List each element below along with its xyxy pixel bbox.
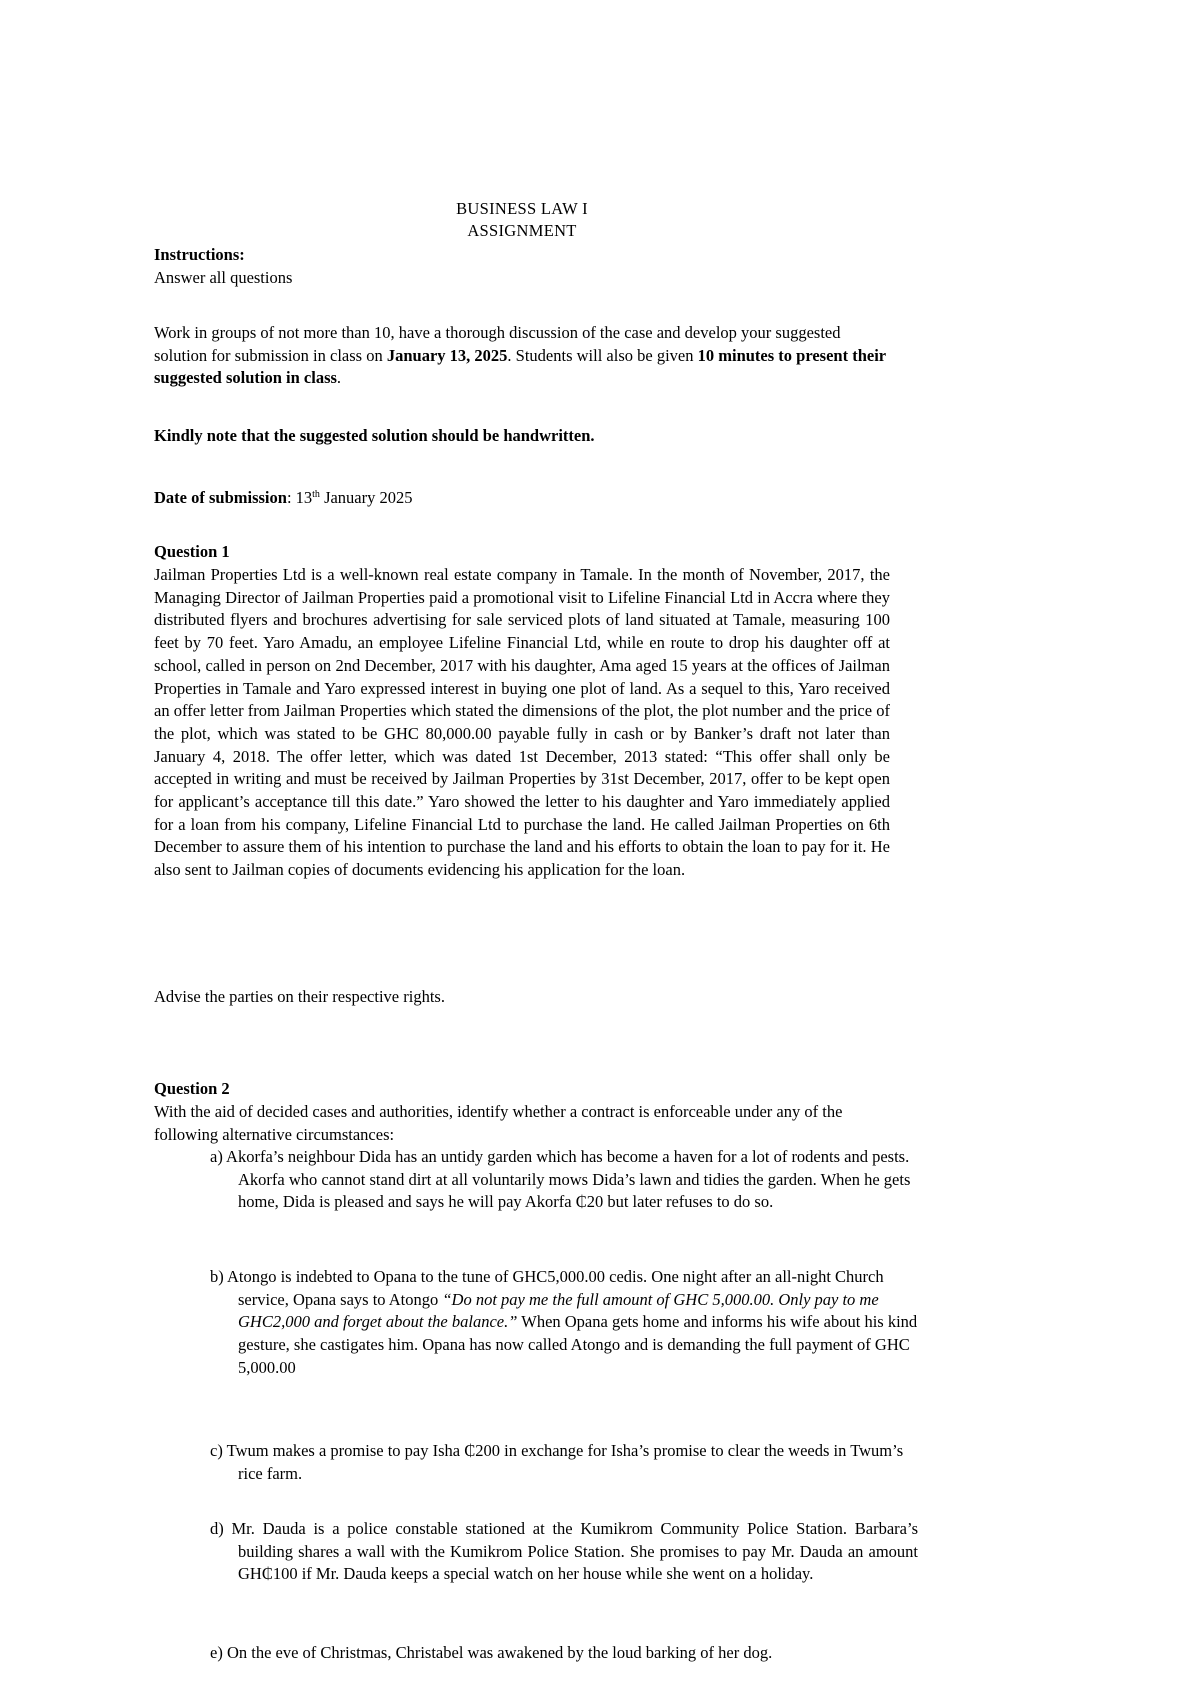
question-1-heading <box>154 541 890 564</box>
title-line-1: BUSINESS LAW I <box>456 199 588 218</box>
question-2-item-a: a) Akorfa’s neighbour Dida has an untidy garden which has become a haven for a lot of rodents and pests. Akorfa who cannot stand dirt at all voluntarily mows Dida’s lawn and tidies the garden. When he gets home, Dida is pleased and says he will pay Akorfa ₵20 but later refuses to do so. <box>210 1147 911 1212</box>
item-b-text-2: When Opana gets home and informs his wife about his kind gesture, she castigates him. Opana has now called Atongo and is demanding the full payment of GHC 5,000.00 <box>238 1312 918 1377</box>
question-1-advise: Advise the parties on their respective rights. <box>154 987 445 1006</box>
question-2-item-e: e) On the eve of Christmas, Christabel was awakened by the loud barking of her dog. <box>210 1643 773 1662</box>
item-b-text-1: b) Atongo is indebted to Opana to the tune of GHC5,000.00 cedis. One night after an all-night Church service, Opana says to Atongo <box>210 1267 884 1309</box>
document-title <box>154 198 890 242</box>
submission-suffix: th <box>312 489 320 500</box>
question-1-body: Jailman Properties Ltd is a well-known real estate company in Tamale. In the month of November, 2017, the Managing Director of Jailman Properties paid a promotional visit to Lifeline Financial Ltd in Accra where they distributed flyers and brochures advertising for sale serviced plots of land situated at Tamale, measuring 100 feet by 70 feet. Yaro Amadu, an employee Lifeline Financial Ltd, while en route to drop his daughter off at school, called in person on 2nd December, 2017 with his daughter, Ama aged 15 years at the offices of Jailman Properties in Tamale and Yaro expressed interest in buying one plot of land. As a sequel to this, Yaro received an offer letter from Jailman Properties which stated the dimensions of the plot, the plot number and the price of the plot, which was stated to be GHC 80,000.00 payable fully in cash or by Banker’s draft not later than January 4, 2018. The offer letter, which was dated 1st December, 2013 stated: “This offer shall only be accepted in writing and must be received by Jailman Properties by 31st December, 2017, offer to be kept open for applicant’s acceptance till this date.” Yaro showed the letter to his daughter and Yaro immediately applied for a loan from his company, Lifeline Financial Ltd to purchase the land. He called Jailman Properties on 6th December to assure them of his intention to purchase the land and his efforts to obtain the loan to pay for it. He also sent to Jailman copies of documents evidencing his application for the loan. <box>154 565 890 880</box>
question-2-item-c: c) Twum makes a promise to pay Isha ₵200 in exchange for Isha’s promise to clear the weeds in Twum’s rice farm. <box>210 1441 904 1483</box>
submission-month-year: January 2025 <box>319 488 413 507</box>
instructions-heading: Instructions: <box>154 245 245 264</box>
title-line-2: ASSIGNMENT <box>467 221 577 240</box>
question-2-heading <box>154 1078 890 1101</box>
instructions-line: Answer all questions <box>154 267 293 287</box>
submission-label: Date of submission <box>154 488 287 507</box>
group-work-paragraph <box>154 322 890 390</box>
instructions-section <box>154 244 890 289</box>
group-work-text-3: . <box>336 368 342 388</box>
item-b-quote: “Do not pay me the full amount of GHC 5,000.00. Only pay to me GHC2,000 and forget about the balance.” <box>238 1289 879 1332</box>
presentation-time-bold: 10 minutes to present their suggested solution in class <box>154 345 886 388</box>
group-work-text-1: Work in groups of not more than 10, have a thorough discussion of the case and develop your suggested solution for submission in class on <box>154 323 841 365</box>
submission-date-line <box>154 487 890 510</box>
submission-date-bold: January 13, 2025 <box>386 345 508 365</box>
question-2-heading-text: Question 2 <box>154 1079 230 1098</box>
group-work-text-2: . Students will also be given <box>507 345 698 365</box>
handwritten-note-text: Kindly note that the suggested solution should be handwritten. <box>154 426 595 445</box>
question-2-item-d: d) Mr. Dauda is a police constable stationed at the Kumikrom Community Police Station. Barbara’s building shares a wall with the Kumikrom Police Station. She promises to pay Mr. Dauda an amount GH₵100 if Mr. Dauda keeps a special watch on her house while she went on a holiday. <box>210 1519 918 1584</box>
question-2-intro: With the aid of decided cases and authorities, identify whether a contract is enforceable under any of the following alternative circumstances: <box>154 1102 843 1144</box>
question-1-heading-text: Question 1 <box>154 542 230 561</box>
question-2-item-b <box>210 1266 918 1380</box>
submission-day: : 13 <box>286 488 313 507</box>
handwritten-note <box>154 425 890 448</box>
